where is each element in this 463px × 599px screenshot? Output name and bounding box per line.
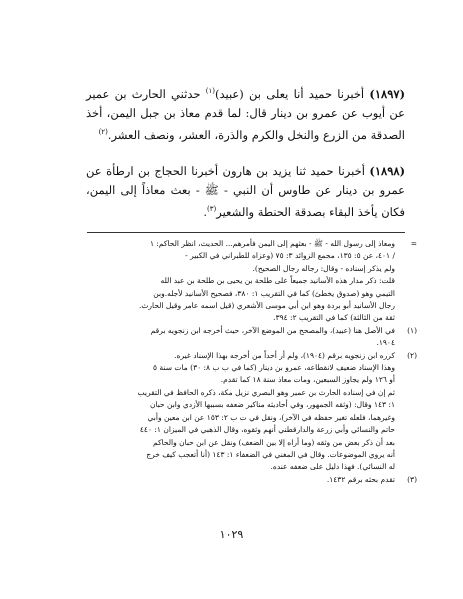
footnote-line: أنه يروي الموضوعات. وقال في المغني في الضعفاء ١: ١٤٣ (أنا أتعجب كيف خرج [146, 449, 395, 459]
footnote-line: وغيرهما، فلعله تغير حفظه في الآخر)، ونقل في ت ب ٢: ١٥٣ عن ابن معين وأبي [147, 412, 395, 422]
footnote-mark: (٢) [98, 127, 108, 136]
footnote-line: ١٩٠٤. [376, 338, 395, 348]
hadith-text-line: حدثني الحارث بن [114, 86, 201, 101]
footnote-continuation [60, 238, 417, 325]
footnote-mark: (١) [205, 87, 215, 95]
footnote-divider [87, 232, 405, 233]
footnote-line: ثقة من الثالثة) كما في التقريب ٢: ٣٩٤. [273, 313, 395, 323]
footnote-text [60, 325, 395, 350]
footnote-line: له النسائي). فهذا دليل على ضعفه عنده. [270, 462, 395, 472]
footnote-line: / ٤٠١، عن ٥: ١٣٥، مجمع الزوائد ٣: ٧٥ (وعزاه للطبراني في الكبير - [185, 251, 395, 261]
footnote-line: التيمي وهو (صدوق يخطئ) كما في التقريب ١: ٣٨٠، فصحيح الأسانيد لأجله.وبن [153, 288, 395, 298]
footnote-line: بعد أن ذكر بعض من وثقه (وما أراه إلا بين الضعف) ونقل عن ابن حبان والحاكم [153, 437, 395, 447]
page-number: ١٠٢٩ [219, 528, 244, 541]
hadith-text-line: أخبرنا حميد أنا يعلى بن (عبيد) [214, 86, 365, 101]
footnote-label: = [410, 239, 417, 248]
footnote-line: ومعاذ إلى رسول الله - ﷺ - بعثهم إلى اليمن فأمرهم... الحديث، انظر الحاكم: ١ [149, 239, 395, 248]
hadith-text-line: عن عمرو بن دينار عن طاوس أن النبي - ﷺ - بعث معاذاً إلى [86, 164, 406, 197]
footnote-line: حاتم والنسائي وأبي زرعة والدارقطني أنهم وثقوه، وقال الذهبي في الميزان ١: ٤٤٠ [139, 425, 395, 435]
hadith-text-line: أخذ الصدقة من الزرع والنخل والكرم والذرة، العشر، ونصف [86, 105, 405, 142]
footnote-label: (٢) [407, 350, 417, 360]
hadith-text-line: العشر. [107, 127, 141, 142]
footnote-line: ولم يذكر إسناده - وقال: رجاله رجال الصحيح). [252, 263, 395, 273]
footnote-mark: (٣) [207, 205, 217, 213]
footnote-1 [60, 325, 417, 350]
footnote-label: (١) [407, 325, 417, 335]
hadith-text-line: أخبرنا حميد ثنا يزيد بن هارون أخبرنا الحجاج بن ارطأة [106, 164, 365, 178]
footnote-line: أو ١٢٦ ولم يجاوز السبعين، ومات معاذ سنة ١٨ كما تقدم. [220, 375, 395, 385]
footnote-line: رجال الأسانيد أبو بردة وهو ابن أبي موسى الأشعري (قيل اسمه عامر وقيل الحارث. [138, 301, 395, 311]
footnote-line: ١: ١٤٣ وقال: (وثقه الجمهور، وفي أحاديثه مناكير ضعفه بسببها الأزدي وابن حبان [149, 400, 395, 410]
footnote-2 [60, 350, 417, 474]
footnote-line: وهذا الإسناد ضعيف لانقطاعه، عمرو بن دينار (كما في ب ب ٨: ٣٠) مات سنة ٥ [153, 363, 395, 373]
footnote-line: في الأصل هنا (عبيد)، والمصحح من الموضع الآخر، حيث أخرجه ابن زنجويه برقم [150, 325, 395, 335]
hadith-text-line: عمير عن أيوب عن عمرو بن دينار قال: لما قدم معاذ بن جبل اليمن، [86, 86, 405, 120]
hadith-number: (١٨٩٨) [369, 164, 406, 178]
footnote-text [60, 238, 395, 325]
footnotes [60, 238, 417, 486]
footnote-line: كرره ابن زنجويه برقم (١٩٠٤)، ولم أر أحداً من أخرجه بهذا الإسناد غيره. [174, 350, 395, 360]
footnote-line: تقدم بحثه برقم ١٤٣٢. [326, 474, 395, 484]
footnote-3 [60, 474, 417, 486]
footnote-line: ثم إن في إسناده الحارث بن عمير وهو البصري نزيل مكة، ذكره الحافظ في التقريب [137, 387, 395, 397]
hadith-text-line: اليمن، فكان يأخذ البقاء بصدقة الحنطة والشعير [86, 183, 405, 219]
footnote-text [60, 350, 395, 474]
hadith-number: (١٨٩٧) [369, 86, 406, 101]
hadith-1897 [86, 82, 405, 145]
hadith-1898: (١٨٩٨) أخبرنا حميد ثنا يزيد بن هارون أخبرنا الحجاج بن ارطأة عن عمرو بن دينار عن طاوس أن النبي - ﷺ - بعث معاذاً إلى اليمن، فكان يأخذ البقاء بصدقة الحنطة والشعير$^{(٣)}$. [86, 164, 406, 219]
footnote-line: قلت: ذكر مدار هذه الأسانيد جميعاً على طلحة بن يحيى بن طلحة بن عبد الله [160, 276, 395, 286]
footnote-label: (٣) [407, 474, 417, 484]
footnote-text [60, 474, 395, 486]
